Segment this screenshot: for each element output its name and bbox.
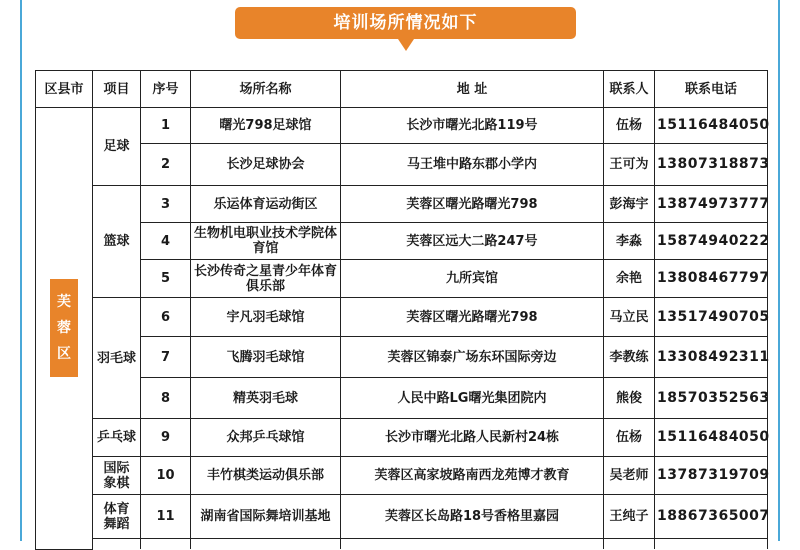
row-number: 5 xyxy=(141,260,191,298)
header-address: 地 址 xyxy=(341,71,604,108)
section-banner xyxy=(235,7,576,39)
header-phone: 联系电话 xyxy=(655,71,768,108)
table-row xyxy=(36,337,768,378)
table-row xyxy=(36,260,768,298)
venue-name: 乐运体育运动街区 xyxy=(191,186,341,223)
banner-pointer-icon xyxy=(398,39,414,51)
venue-name: 长沙传奇之星青少年体育俱乐部 xyxy=(191,260,341,298)
header-contact: 联系人 xyxy=(604,71,655,108)
venue-address: 芙蓉区锦泰广场东环国际旁边 xyxy=(341,337,604,378)
row-number: 3 xyxy=(141,186,191,223)
row-number: 7 xyxy=(141,337,191,378)
venue-phone: 13517490705 xyxy=(655,298,768,337)
venue-phone: 13308492311 xyxy=(655,337,768,378)
row-number: 6 xyxy=(141,298,191,337)
venue-contact: 余艳 xyxy=(604,260,655,298)
venue-phone: 13808467797 xyxy=(655,260,768,298)
venue-name: 精英羽毛球 xyxy=(191,378,341,419)
table-row xyxy=(36,495,768,539)
venue-address: 芙蓉区长岛路18号香格里嘉园 xyxy=(341,495,604,539)
venue-name: 众邦乒乓球馆 xyxy=(191,419,341,457)
venue-table xyxy=(35,70,768,550)
row-number: 8 xyxy=(141,378,191,419)
venue-contact: 伍杨 xyxy=(604,419,655,457)
table-row xyxy=(36,419,768,457)
venue-name: 生物机电职业技术学院体育馆 xyxy=(191,223,341,260)
table-row xyxy=(36,223,768,260)
venue-address: 芙蓉区远大二路247号 xyxy=(341,223,604,260)
category-basketball: 篮球 xyxy=(93,186,141,298)
venue-phone: 13787319709 xyxy=(655,457,768,495)
venue-phone: 18867365007 xyxy=(655,495,768,539)
table-row xyxy=(36,186,768,223)
venue-name: 丰竹棋类运动俱乐部 xyxy=(191,457,341,495)
category-badminton: 羽毛球 xyxy=(93,298,141,419)
venue-contact: 马立民 xyxy=(604,298,655,337)
venue-phone: 13874973777 xyxy=(655,186,768,223)
district-cell xyxy=(36,108,93,550)
venue-address: 马王堆中路东郡小学内 xyxy=(341,144,604,186)
header-number: 序号 xyxy=(141,71,191,108)
venue-name: 长沙足球协会 xyxy=(191,144,341,186)
table-row xyxy=(36,457,768,495)
row-number: 9 xyxy=(141,419,191,457)
venue-contact: 李淼 xyxy=(604,223,655,260)
venue-name: 宇凡羽毛球馆 xyxy=(191,298,341,337)
table-row xyxy=(36,108,768,144)
venue-address: 九所宾馆 xyxy=(341,260,604,298)
venue-address: 芙蓉区高家坡路南西龙苑博才教育 xyxy=(341,457,604,495)
row-number: 11 xyxy=(141,495,191,539)
table-header-row xyxy=(36,71,768,108)
venue-phone: 15116484050 xyxy=(655,108,768,144)
header-category: 项目 xyxy=(93,71,141,108)
venue-phone: 18570352563 xyxy=(655,378,768,419)
header-district: 区县市 xyxy=(36,71,93,108)
category-pingpong: 乒乓球 xyxy=(93,419,141,457)
venue-address: 人民中路LG曙光集团院内 xyxy=(341,378,604,419)
category-chess: 国际象棋 xyxy=(93,457,141,495)
table-row xyxy=(36,298,768,337)
venue-contact: 吴老师 xyxy=(604,457,655,495)
venue-phone: 15874940222 xyxy=(655,223,768,260)
venue-address: 长沙市曙光北路人民新村24栋 xyxy=(341,419,604,457)
venue-address: 芙蓉区曙光路曙光798 xyxy=(341,298,604,337)
row-number: 1 xyxy=(141,108,191,144)
table-row xyxy=(36,144,768,186)
venue-address: 长沙市曙光北路119号 xyxy=(341,108,604,144)
category-dance: 体育舞蹈 xyxy=(93,495,141,539)
venue-phone: 15116484050 xyxy=(655,419,768,457)
table-row-partial xyxy=(36,539,768,550)
venue-contact: 彭海宇 xyxy=(604,186,655,223)
row-number: 10 xyxy=(141,457,191,495)
row-number: 2 xyxy=(141,144,191,186)
header-venue-name: 场所名称 xyxy=(191,71,341,108)
row-number: 4 xyxy=(141,223,191,260)
category-football: 足球 xyxy=(93,108,141,186)
venue-address: 芙蓉区曙光路曙光798 xyxy=(341,186,604,223)
venue-contact: 熊俊 xyxy=(604,378,655,419)
banner-title: 培训场所情况如下 xyxy=(333,13,478,33)
venue-phone: 13807318873 xyxy=(655,144,768,186)
venue-contact: 王纯子 xyxy=(604,495,655,539)
venue-contact: 伍杨 xyxy=(604,108,655,144)
page-right-border xyxy=(778,0,780,541)
table-row xyxy=(36,378,768,419)
district-tag: 芙 蓉 区 xyxy=(50,279,78,377)
page-left-border xyxy=(20,0,22,541)
venue-contact: 王可为 xyxy=(604,144,655,186)
venue-name: 曙光798足球馆 xyxy=(191,108,341,144)
venue-name: 飞腾羽毛球馆 xyxy=(191,337,341,378)
venue-contact: 李教练 xyxy=(604,337,655,378)
venue-name: 湖南省国际舞培训基地 xyxy=(191,495,341,539)
